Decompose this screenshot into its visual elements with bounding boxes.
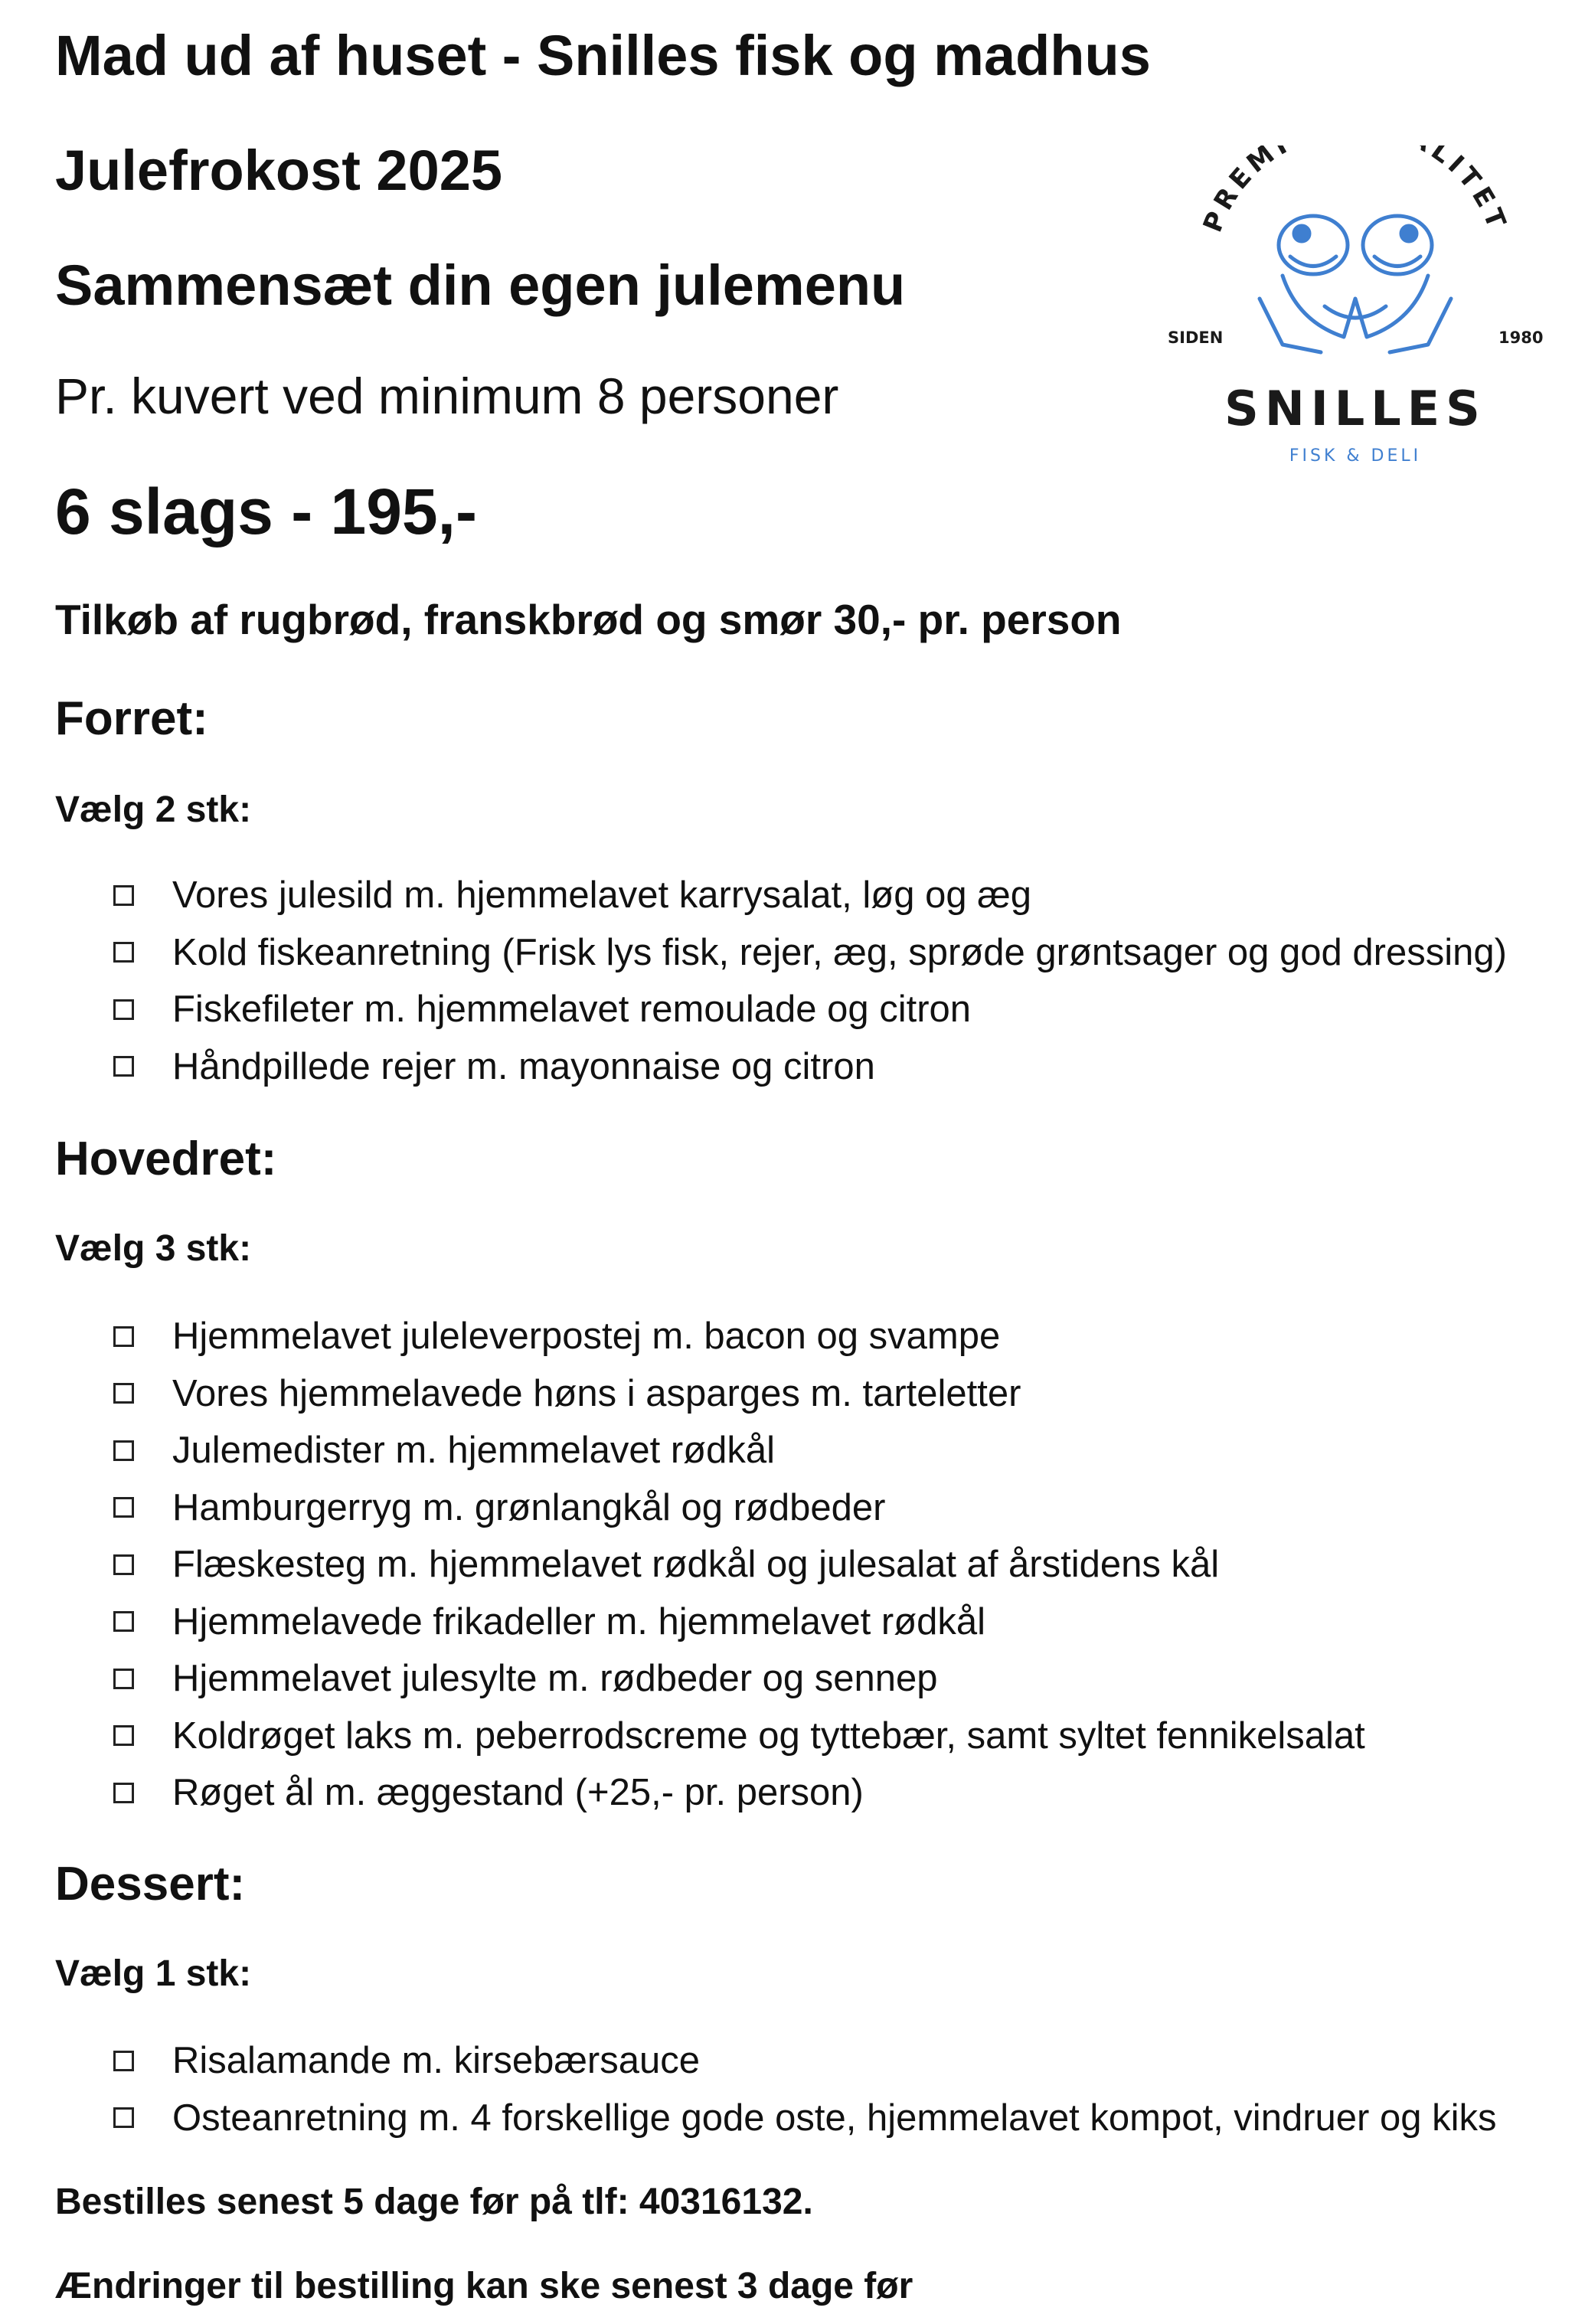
list-item[interactable]: Fiskefileter m. hjemmelavet remoulade og citron — [113, 981, 1507, 1038]
checkbox[interactable] — [113, 1783, 134, 1803]
list-item[interactable]: Håndpillede rejer m. mayonnaise og citron — [113, 1038, 1507, 1096]
list-item[interactable]: Julemedister m. hjemmelavet rødkål — [113, 1422, 1365, 1479]
checkbox[interactable] — [113, 1725, 134, 1746]
logo-graphic — [1168, 145, 1543, 482]
section-title-dessert: Dessert: — [55, 1858, 246, 1911]
checkbox[interactable] — [113, 1383, 134, 1404]
checkbox[interactable] — [113, 885, 134, 906]
list-item[interactable]: Risalamande m. kirsebærsauce — [113, 2032, 1496, 2090]
logo-brand: SNILLES — [1224, 381, 1486, 436]
list-item[interactable]: Røget ål m. æggestand (+25,- pr. person) — [113, 1764, 1365, 1822]
starters-list — [113, 867, 1507, 1095]
logo-arc-text: PREM LITET — [1197, 145, 1514, 237]
order-note: Bestilles senest 5 dage før på tlf: 40316132. — [55, 2182, 813, 2222]
checkbox[interactable] — [113, 1056, 134, 1077]
menu-heading: Sammensæt din egen julemenu — [55, 253, 906, 317]
checkbox[interactable] — [113, 1440, 134, 1461]
logo-subtitle: FISK & DELI — [1289, 446, 1422, 466]
checkbox[interactable] — [113, 1611, 134, 1632]
mains-list — [113, 1308, 1365, 1822]
list-item[interactable]: Koldrøget laks m. peberrodscreme og tyttebær, samt syltet fennikelsalat — [113, 1708, 1365, 1765]
logo-since-year: 1980 — [1498, 328, 1543, 347]
pick-note-starters: Vælg 2 stk: — [55, 789, 252, 830]
addon-note: Tilkøb af rugbrød, franskbrød og smør 30,- pr. person — [55, 596, 1122, 643]
list-item[interactable]: Flæskesteg m. hjemmelavet rødkål og julesalat af årstidens kål — [113, 1536, 1365, 1593]
pick-note-mains: Vælg 3 stk: — [55, 1228, 252, 1269]
checkbox[interactable] — [113, 1554, 134, 1575]
list-item[interactable]: Vores hjemmelavede høns i asparges m. tarteletter — [113, 1365, 1365, 1423]
checkbox[interactable] — [113, 1497, 134, 1518]
price-line: 6 slags - 195,- — [55, 476, 477, 547]
checkbox[interactable] — [113, 1326, 134, 1347]
checkbox[interactable] — [113, 942, 134, 963]
page-subtitle: Julefrokost 2025 — [55, 139, 503, 202]
list-item[interactable]: Vores julesild m. hjemmelavet karrysalat, løg og æg — [113, 867, 1507, 924]
checkbox[interactable] — [113, 2107, 134, 2128]
change-note: Ændringer til bestilling kan ske senest 3 dage før — [55, 2266, 913, 2306]
dessert-list — [113, 2032, 1496, 2146]
frog-mascot-icon — [1260, 216, 1451, 352]
pick-note-dessert: Vælg 1 stk: — [55, 1953, 252, 1994]
per-cover-note: Pr. kuvert ved minimum 8 personer — [55, 368, 839, 424]
list-item[interactable]: Kold fiskeanretning (Frisk lys fisk, rejer, æg, sprøde grøntsager og god dressing) — [113, 924, 1507, 982]
checkbox[interactable] — [113, 1669, 134, 1689]
list-item[interactable]: Hjemmelavede frikadeller m. hjemmelavet rødkål — [113, 1593, 1365, 1651]
page-title: Mad ud af huset - Snilles fisk og madhus — [55, 24, 1151, 87]
checkbox[interactable] — [113, 2051, 134, 2071]
list-item[interactable]: Hjemmelavet julesylte m. rødbeder og sennep — [113, 1650, 1365, 1708]
checkbox[interactable] — [113, 999, 134, 1020]
list-item[interactable]: Hamburgerryg m. grønlangkål og rødbeder — [113, 1479, 1365, 1537]
list-item[interactable]: Hjemmelavet juleleverpostej m. bacon og svampe — [113, 1308, 1365, 1365]
section-title-mains: Hovedret: — [55, 1133, 277, 1185]
section-title-starters: Forret: — [55, 692, 208, 745]
snilles-logo — [1168, 145, 1543, 482]
logo-since-label: SIDEN — [1168, 328, 1224, 347]
list-item[interactable]: Osteanretning m. 4 forskellige gode oste, hjemmelavet kompot, vindruer og kiks — [113, 2090, 1496, 2147]
